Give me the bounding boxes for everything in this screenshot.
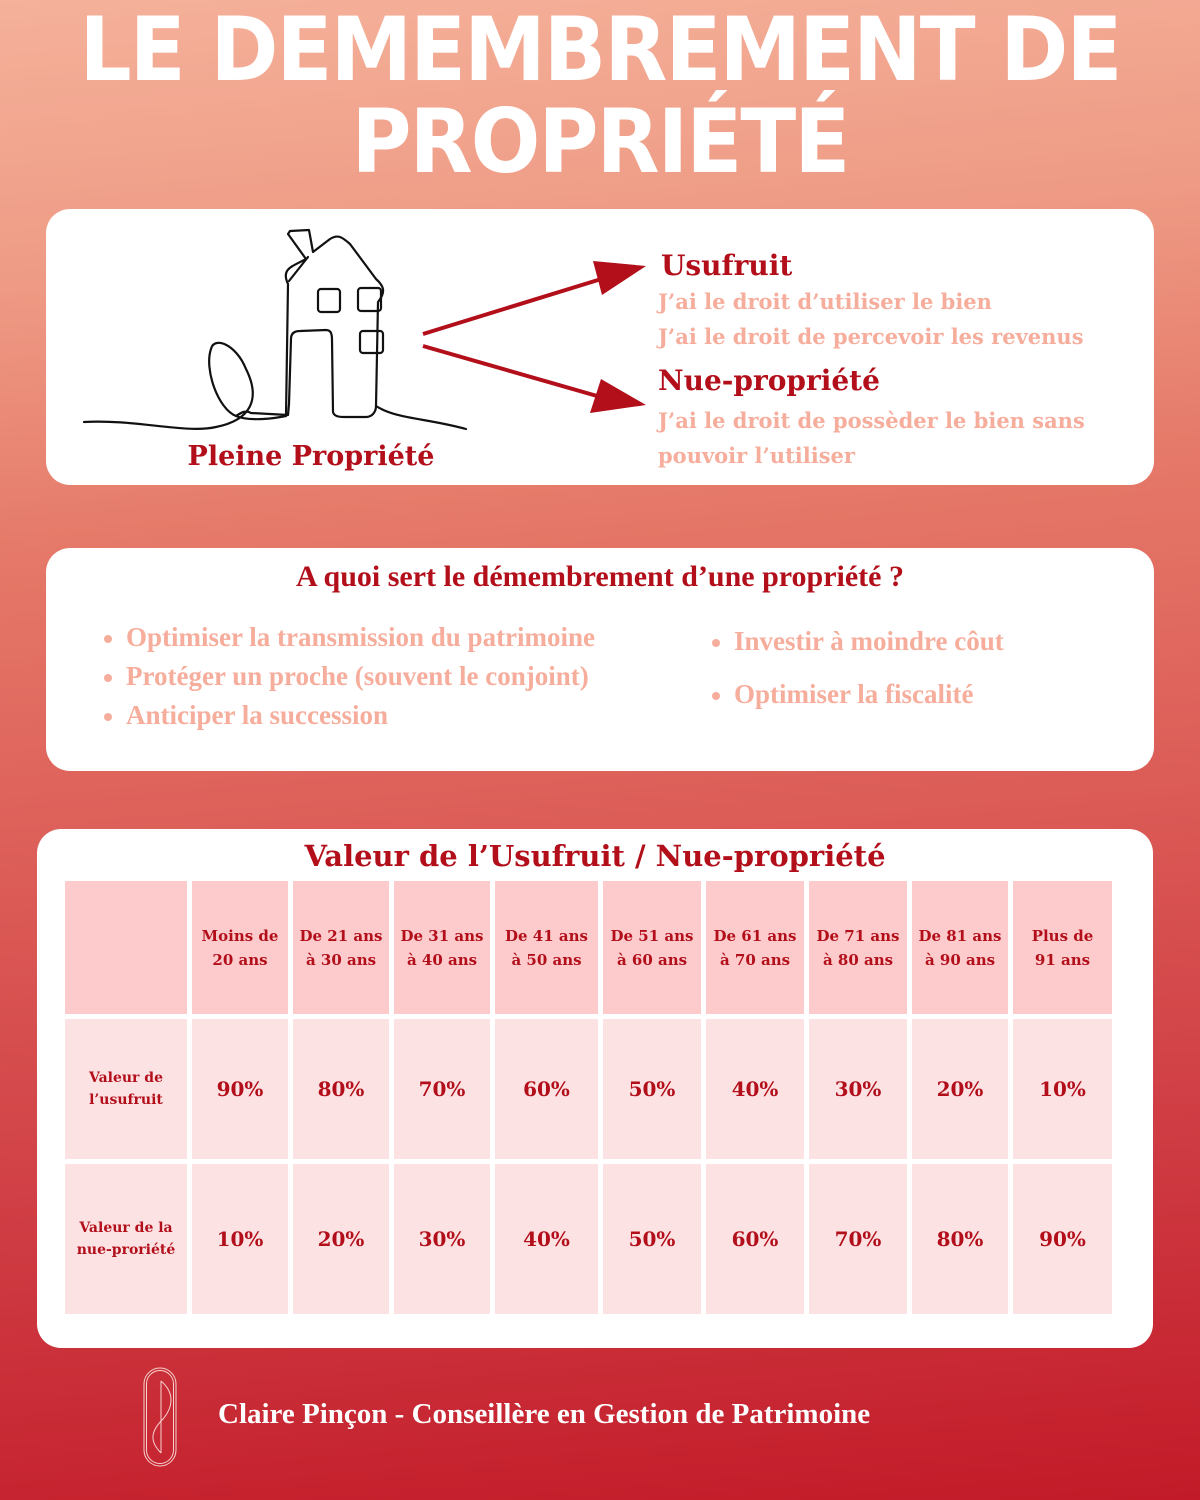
table-cell: 50% bbox=[603, 1164, 701, 1314]
cp-monogram-logo-icon bbox=[143, 1367, 177, 1467]
purpose-item: Optimiser la fiscalité bbox=[708, 677, 1004, 730]
row-label-bare-ownership: Valeur de la nue-proriété bbox=[65, 1164, 187, 1314]
table-header-cell: De 51 ans à 60 ans bbox=[603, 881, 701, 1014]
bare-ownership-title: Nue-propriété bbox=[658, 364, 880, 397]
table-cell: 50% bbox=[603, 1019, 701, 1159]
row-label-usufruct: Valeur de l’usufruit bbox=[65, 1019, 187, 1159]
table-cell: 20% bbox=[912, 1019, 1008, 1159]
table-cell: 40% bbox=[495, 1164, 598, 1314]
table-cell: 30% bbox=[394, 1164, 490, 1314]
table-cell: 70% bbox=[394, 1019, 490, 1159]
purpose-list-right bbox=[708, 624, 1004, 730]
purpose-card bbox=[46, 548, 1154, 771]
usufruct-title: Usufruit bbox=[661, 249, 793, 282]
table-cell: 10% bbox=[192, 1164, 288, 1314]
bare-ownership-line-1: J’ai le droit de possèder le bien sans bbox=[658, 408, 1085, 433]
table-header-cell bbox=[65, 881, 187, 1014]
purpose-item: Protéger un proche (souvent le conjoint) bbox=[100, 659, 595, 698]
table-header-cell: De 31 ans à 40 ans bbox=[394, 881, 490, 1014]
table-cell: 20% bbox=[293, 1164, 389, 1314]
table-cell: 80% bbox=[293, 1019, 389, 1159]
table-cell: 10% bbox=[1013, 1019, 1112, 1159]
full-ownership-label: Pleine Propriété bbox=[187, 441, 435, 472]
table-header-cell: Plus de 91 ans bbox=[1013, 881, 1112, 1014]
ownership-card bbox=[46, 209, 1154, 485]
page-title bbox=[42, 0, 1158, 193]
purpose-item: Investir à moindre côut bbox=[708, 624, 1004, 677]
title-line-1: LE DEMEMBREMENT DE bbox=[79, 0, 1121, 101]
table-title: Valeur de l’Usufruit / Nue-propriété bbox=[304, 839, 886, 873]
usufruct-line-1: J’ai le droit d’utiliser le bien bbox=[658, 289, 992, 314]
bare-ownership-line-2: pouvoir l’utiliser bbox=[658, 443, 855, 468]
table-cell: 70% bbox=[809, 1164, 907, 1314]
value-table-card bbox=[37, 829, 1153, 1348]
title-line-2: PROPRIÉTÉ bbox=[351, 90, 849, 193]
table-cell: 40% bbox=[706, 1019, 804, 1159]
table-header-cell: De 21 ans à 30 ans bbox=[293, 881, 389, 1014]
purpose-list-left bbox=[100, 620, 595, 737]
table-header-cell: De 61 ans à 70 ans bbox=[706, 881, 804, 1014]
purpose-item: Optimiser la transmission du patrimoine bbox=[100, 620, 595, 659]
usufruct-line-2: J’ai le droit de percevoir les revenus bbox=[658, 324, 1084, 349]
purpose-item: Anticiper la succession bbox=[100, 698, 595, 737]
table-header-cell: De 41 ans à 50 ans bbox=[495, 881, 598, 1014]
table-cell: 90% bbox=[192, 1019, 288, 1159]
table-cell: 80% bbox=[912, 1164, 1008, 1314]
table-header-cell: Moins de 20 ans bbox=[192, 881, 288, 1014]
split-arrows bbox=[416, 259, 676, 419]
arrow-up-right-icon bbox=[423, 261, 646, 334]
table-cell: 60% bbox=[495, 1019, 598, 1159]
table-header-cell: De 71 ans à 80 ans bbox=[809, 881, 907, 1014]
table-cell: 90% bbox=[1013, 1164, 1112, 1314]
table-header-cell: De 81 ans à 90 ans bbox=[912, 881, 1008, 1014]
table-cell: 30% bbox=[809, 1019, 907, 1159]
table-cell: 60% bbox=[706, 1164, 804, 1314]
footer-signature: Claire Pinçon - Conseillère en Gestion de Patrimoine bbox=[218, 1398, 871, 1430]
value-table bbox=[65, 881, 1112, 1314]
purpose-title: A quoi sert le démembrement d’une propriété ? bbox=[296, 560, 904, 593]
arrow-down-right-icon bbox=[423, 346, 646, 413]
